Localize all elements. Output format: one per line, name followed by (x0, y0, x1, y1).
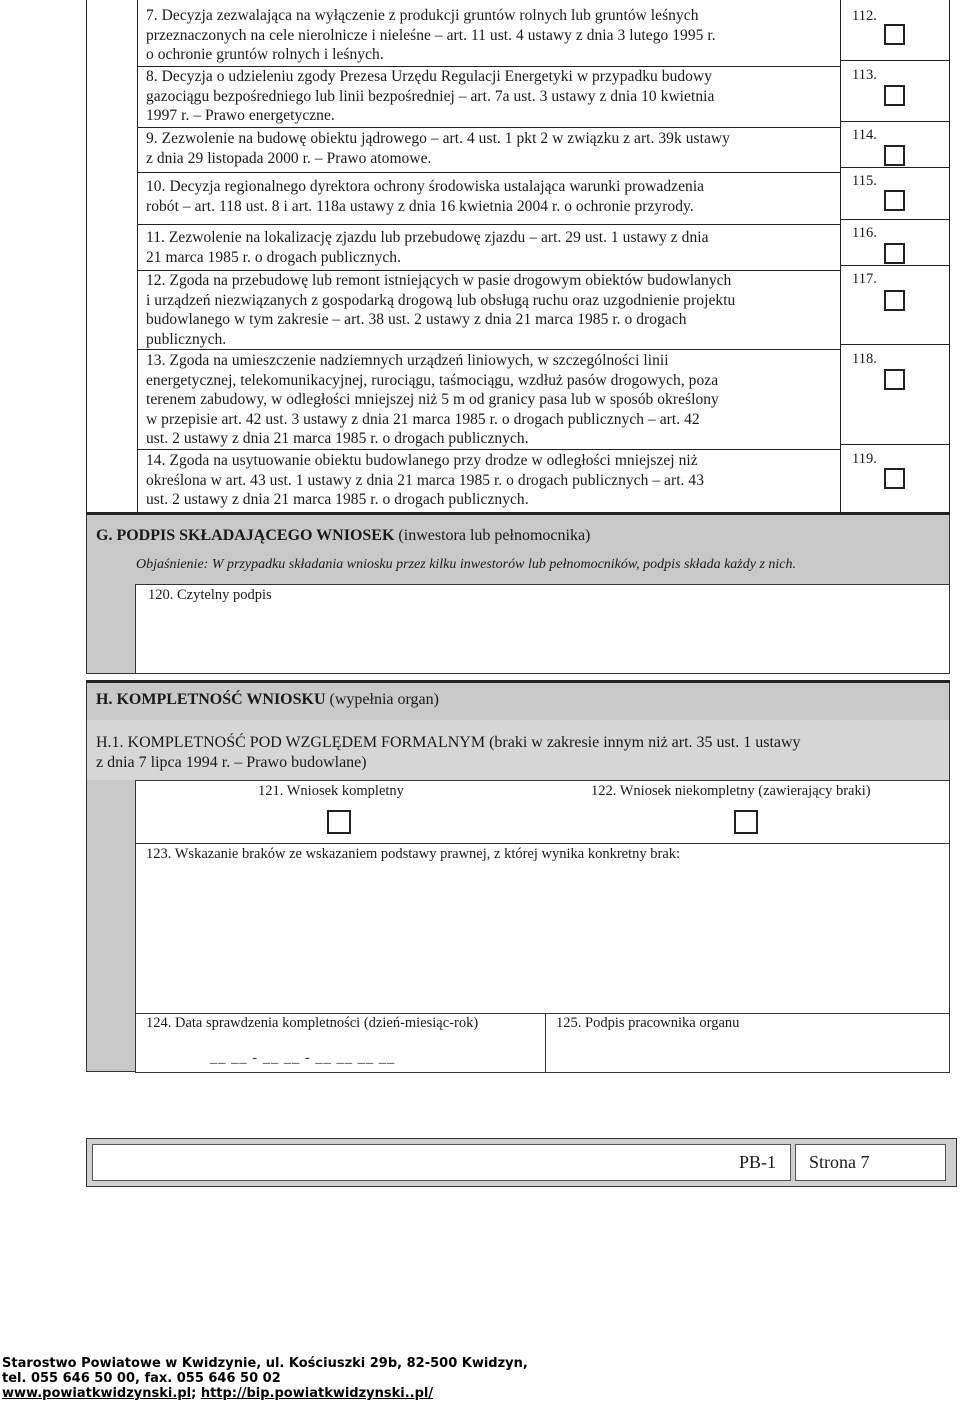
field-120-label: 120. Czytelny podpis (148, 587, 272, 603)
item-9-text: 9. Zezwolenie na budowę obiektu jądrowego – art. 4 ust. 1 pkt 2 w związku z art. 39k ustawy z dnia 29 listopada 2000 r. – Prawo atomowe. (146, 130, 730, 167)
employee-signature-field-125[interactable] (545, 1013, 950, 1073)
website-link[interactable]: www.powiatkwidzynski.pl (2, 1386, 192, 1401)
link-separator: ; (191, 1386, 201, 1401)
field-122-label: 122. Wniosek niekompletny (zawierający braki) (591, 783, 871, 799)
field-125-label: 125. Podpis pracownika organu (556, 1015, 740, 1031)
item-11-number: 116. (852, 225, 877, 241)
item-7-checkbox[interactable] (884, 24, 905, 45)
page-footer-box (86, 1138, 957, 1187)
section-g-title: G. PODPIS SKŁADAJĄCEGO WNIOSEK (inwestora lub pełnomocnika) (96, 527, 591, 544)
item-14-checkbox[interactable] (884, 468, 905, 489)
item-7-text: 7. Decyzja zezwalająca na wyłączenie z produkcji gruntów rolnych lub gruntów leśnych przeznaczonych na cele nierolnicze i nieleśne – art. 11 ust. 4 ustawy z dnia 3 lutego 1995 r. o ochronie gruntów rolnych i leśnych. (146, 7, 716, 64)
item-13-number: 118. (852, 351, 877, 367)
field-122-checkbox[interactable] (734, 810, 758, 834)
bip-link[interactable]: http://bip.powiatkwidzynski..pl/ (200, 1386, 434, 1401)
section-g-note: Objaśnienie: W przypadku składania wniosku przez kilku inwestorów lub pełnomocników, podpis składa każdy z nich. (136, 557, 797, 572)
item-10-checkbox[interactable] (884, 190, 905, 211)
item-13-text: 13. Zgoda na umieszczenie nadziemnych urządzeń liniowych, w szczególności linii energetycznej, telekomunikacyjnej, rurociągu, taśmociągu, wzdłuż pasów drogowych, poza terenem zabudowy, w odległości mniejszej niż 5 m od granicy pasa lub w sposób określony w przepisie art. 42 ust. 3 ustawy z dnia 21 marca 1985 r. o drogach publicznych – art. 42 ust. 2 ustawy z dnia 21 marca 1985 r. o drogach publicznych. (146, 352, 719, 448)
item-12-text: 12. Zgoda na przebudowę lub remont istniejących w pasie drogowym obiektów budowlanych i urządzeń niezwiązanych z gospodarką drogową lub obsługą ruchu oraz uzgodnienie projektu budowlanego w tym zakresie – art. 38 ust. 2 ustawy z dnia 21 marca 1985 r. o drogach publicznych. (146, 272, 736, 348)
field-124-date-placeholder: __ __ - __ __ - __ __ __ __ (210, 1050, 396, 1066)
page-number: Strona 7 (809, 1152, 870, 1172)
field-124-label: 124. Data sprawdzenia kompletności (dzień-miesiąc-rok) (146, 1015, 479, 1031)
check-date-field-124[interactable] (135, 1013, 546, 1073)
item-12-checkbox[interactable] (884, 290, 905, 311)
office-address: Starostwo Powiatowe w Kwidzynie, ul. Kościuszki 29b, 82-500 Kwidzyn, (2, 1356, 528, 1371)
item-7-number: 112. (852, 8, 877, 24)
item-14-number: 119. (852, 451, 877, 467)
item-12-number: 117. (852, 271, 877, 287)
item-11-text: 11. Zezwolenie na lokalizację zjazdu lub przebudowę zjazdu – art. 29 ust. 1 ustawy z dnia 21 marca 1985 r. o drogach publicznych. (146, 229, 709, 266)
item-8-checkbox[interactable] (884, 85, 905, 106)
field-121-label: 121. Wniosek kompletny (258, 783, 404, 799)
field-121-checkbox[interactable] (327, 810, 351, 834)
section-h-title: H. KOMPLETNOŚĆ WNIOSKU (wypełnia organ) (96, 691, 439, 708)
office-footer (2, 1356, 528, 1401)
missing-items-field-123[interactable] (135, 843, 950, 1014)
item-10-text: 10. Decyzja regionalnego dyrektora ochrony środowiska ustalająca warunki prowadzenia robót – art. 118 ust. 8 i art. 118a ustawy z dnia 16 kwietnia 2004 r. o ochronie przyrody. (146, 178, 705, 215)
item-8-text: 8. Decyzja o udzieleniu zgody Prezesa Urzędu Regulacji Energetyki w przypadku budowy gazociągu bezpośredniego lub linii bezpośredniej – art. 7a ust. 3 ustawy z dnia 10 kwietnia 1997 r. – Prawo energetyczne. (146, 68, 715, 125)
section-h1-title: H.1. KOMPLETNOŚĆ POD WZGLĘDEM FORMALNYM (braki w zakresie innym niż art. 35 ust. 1 ustawy z dnia 7 lipca 1994 r. – Prawo budowlane) (96, 734, 801, 771)
signature-field-120[interactable] (135, 584, 950, 674)
item-14-text: 14. Zgoda na usytuowanie obiektu budowlanego przy drodze w odległości mniejszej niż określona w art. 43 ust. 1 ustawy z dnia 21 marca 1985 r. o drogach publicznych – art. 43 ust. 2 ustawy z dnia 21 marca 1985 r. o drogach publicznych. (146, 452, 704, 509)
form-code: PB-1 (738, 1152, 776, 1172)
item-11-checkbox[interactable] (884, 243, 905, 264)
field-123-label: 123. Wskazanie braków ze wskazaniem podstawy prawnej, z której wynika konkretny brak: (146, 846, 681, 862)
item-10-number: 115. (852, 173, 877, 189)
item-9-checkbox[interactable] (884, 145, 905, 166)
item-8-number: 113. (852, 67, 877, 83)
item-9-number: 114. (852, 127, 877, 143)
office-phone: tel. 055 646 50 00, fax. 055 646 50 02 (2, 1371, 281, 1386)
item-13-checkbox[interactable] (884, 369, 905, 390)
